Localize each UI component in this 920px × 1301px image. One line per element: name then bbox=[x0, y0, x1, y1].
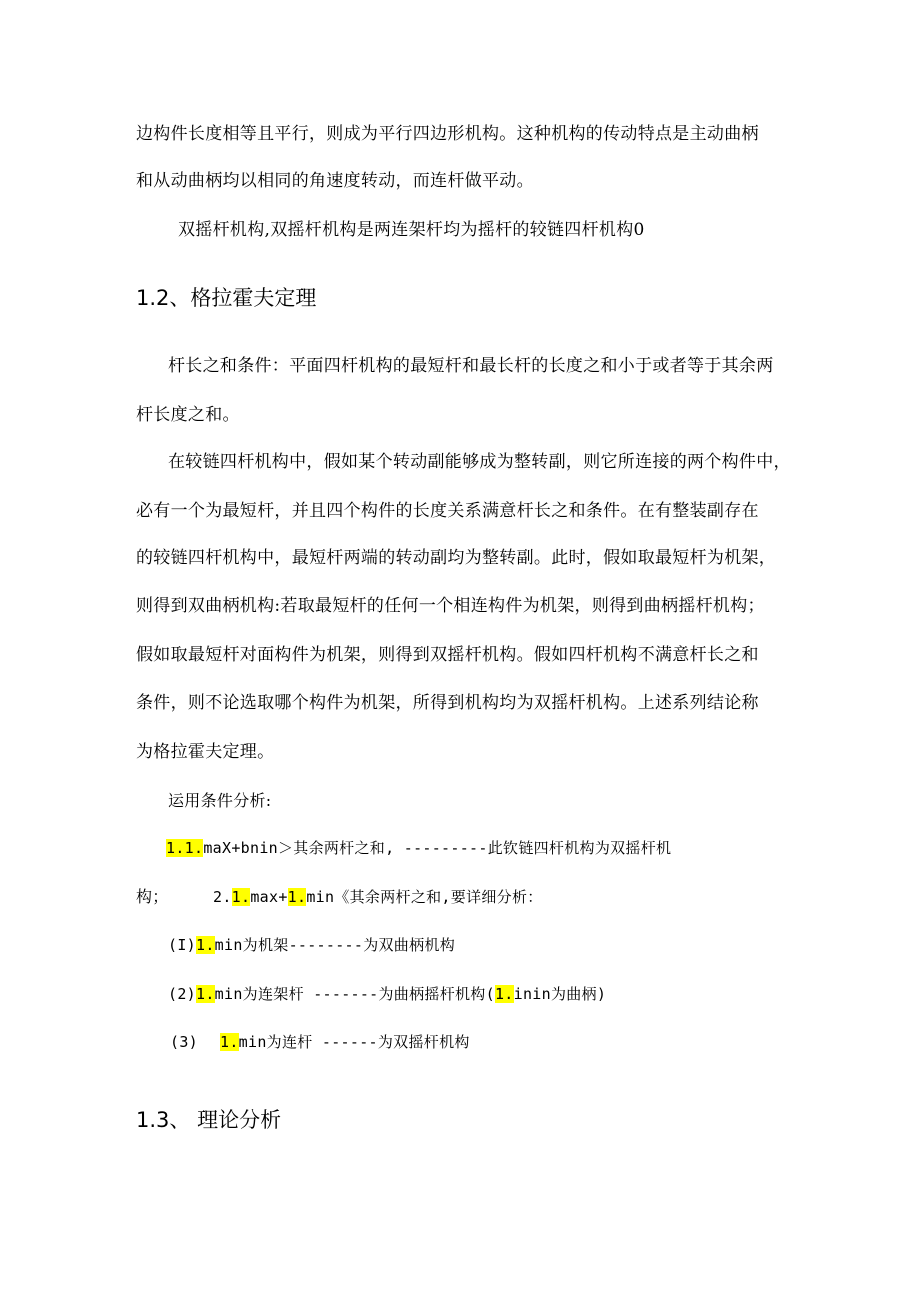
analysis-item-2-number: 2. bbox=[213, 888, 232, 906]
highlight-mark: 1. bbox=[220, 1033, 239, 1051]
paragraph-d-line-3: 的较链四杆机构中，最短杆两端的转动副均为整转副。此时，假如取最短杆为机架， bbox=[136, 548, 777, 568]
analysis-intro: 运用条件分析: bbox=[168, 791, 272, 810]
analysis-item-1 bbox=[166, 836, 671, 860]
analysis-sub-item-3 bbox=[170, 1030, 470, 1054]
analysis-sub-item-1 bbox=[168, 933, 455, 957]
sub-item-1-text: min为机架--------为双曲柄机构 bbox=[214, 936, 456, 954]
highlight-mark: 1.1. bbox=[166, 839, 204, 857]
sub-item-2-text: min为连架杆 -------为曲柄摇杆机构( bbox=[214, 985, 495, 1003]
highlight-mark: 1. bbox=[196, 936, 215, 954]
sub-item-3-text: min为连杆 ------为双摇杆机构 bbox=[238, 1033, 470, 1051]
analysis-item-1-text: maX+bnin＞其余两杆之和, ---------此钦链四杆机构为双摇杆机 bbox=[203, 839, 672, 857]
highlight-mark: 1. bbox=[196, 985, 215, 1003]
paragraph-d-line-2: 必有一个为最短杆，并且四个构件的长度关系满意杆长之和条件。在有整装副存在 bbox=[136, 501, 759, 521]
analysis-item-2-mid: max+ bbox=[250, 888, 288, 906]
analysis-item-1-continuation: 构； bbox=[136, 887, 169, 906]
sub-item-2-number: (2) bbox=[168, 985, 196, 1003]
analysis-item-2 bbox=[213, 885, 543, 909]
analysis-sub-item-2 bbox=[168, 982, 606, 1006]
highlight-mark: 1. bbox=[287, 888, 307, 906]
paragraph-d-line-5: 假如取最短杆对面构件为机架，则得到双摇杆机构。假如四杆机构不满意杆长之和 bbox=[136, 645, 759, 665]
paragraph-d-line-4: 则得到双曲柄机构:若取最短杆的任何一个相连构件为机架，则得到曲柄摇杆机构； bbox=[136, 596, 765, 616]
sub-item-2-tail: inin为曲柄) bbox=[513, 985, 607, 1003]
sub-item-3-number: (3) bbox=[170, 1033, 198, 1051]
analysis-item-2-text: min《其余两杆之和,要详细分析： bbox=[306, 888, 543, 906]
paragraph-b-line-1: 双摇杆机构,双摇杆机构是两连架杆均为摇杆的较链四杆机构0 bbox=[178, 220, 645, 240]
section-heading-1-2: 1.2、格拉霍夫定理 bbox=[136, 286, 317, 310]
paragraph-d-line-7: 为格拉霍夫定理。 bbox=[136, 742, 275, 762]
paragraph-a-line-2: 和从动曲柄均以相同的角速度转动，而连杆做平动。 bbox=[136, 171, 534, 191]
paragraph-c-line-1: 杆长之和条件：平面四杆机构的最短杆和最长杆的长度之和小于或者等于其余两 bbox=[168, 356, 774, 376]
paragraph-a-line-1: 边构件长度相等且平行，则成为平行四边形机构。这种机构的传动特点是主动曲柄 bbox=[136, 124, 759, 144]
section-heading-1-3: 1.3、 理论分析 bbox=[136, 1108, 282, 1132]
paragraph-c-line-2: 杆长度之和。 bbox=[136, 405, 240, 425]
paragraph-d-line-6: 条件，则不论选取哪个构件为机架，所得到机构均为双摇杆机构。上述系列结论称 bbox=[136, 693, 759, 713]
sub-item-1-number: (I) bbox=[168, 936, 196, 954]
highlight-mark: 1. bbox=[231, 888, 251, 906]
paragraph-d-line-1: 在较链四杆机构中，假如某个转动副能够成为整转副，则它所连接的两个构件中， bbox=[168, 452, 791, 472]
highlight-mark: 1. bbox=[494, 985, 514, 1003]
